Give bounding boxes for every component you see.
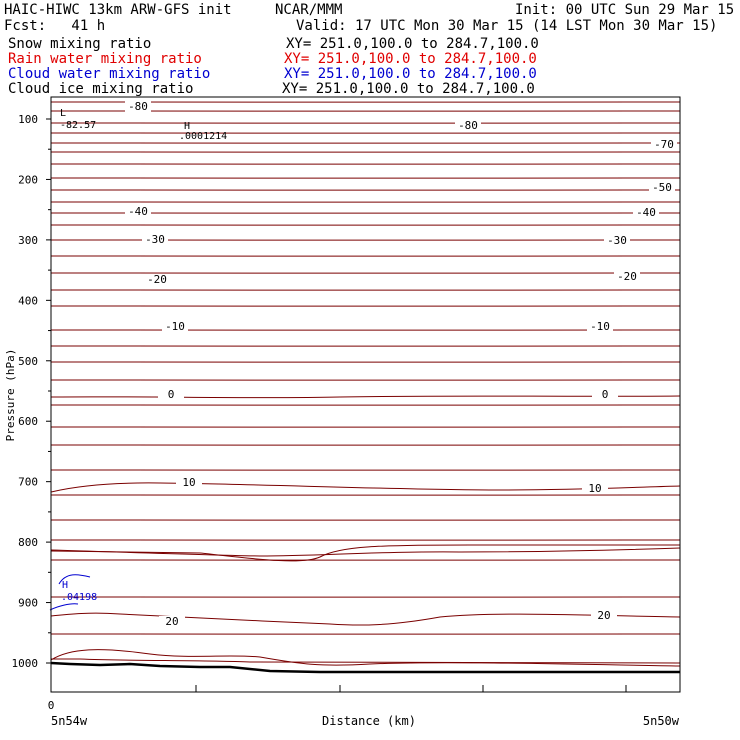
contour-label: -30 bbox=[145, 233, 165, 246]
contour-label: -70 bbox=[654, 138, 674, 151]
plot-frame bbox=[51, 97, 680, 692]
contour-line bbox=[51, 520, 680, 521]
x-tick-label-0: 0 bbox=[47, 699, 55, 712]
contour-label: -80 bbox=[128, 100, 148, 113]
contour-label: -40 bbox=[636, 206, 656, 219]
contour-line bbox=[51, 164, 680, 165]
contour-label: -50 bbox=[652, 181, 672, 194]
contour-label: -10 bbox=[165, 320, 185, 333]
contour-line bbox=[51, 380, 680, 381]
field-cloudice-name: Cloud ice mixing ratio bbox=[8, 81, 194, 97]
contour-line bbox=[51, 470, 680, 471]
extremum-cloudwater-value: .04198 bbox=[61, 592, 98, 603]
contour-line bbox=[51, 613, 680, 625]
contour-line bbox=[51, 306, 680, 307]
temperature-contours bbox=[51, 102, 680, 666]
contour-line bbox=[51, 256, 680, 257]
contour-line bbox=[51, 190, 680, 191]
contour-label: -20 bbox=[617, 270, 637, 283]
contour-line bbox=[51, 290, 680, 291]
contour-line bbox=[51, 396, 680, 398]
init-time: Init: 00 UTC Sun 29 Mar 15 bbox=[515, 2, 735, 18]
contour-line bbox=[51, 123, 680, 124]
extremum-cloudwater-marker: H bbox=[62, 580, 69, 591]
contour-label: 20 bbox=[597, 609, 611, 622]
extremum-high-marker: H bbox=[184, 121, 191, 132]
contour-line bbox=[51, 659, 680, 663]
contour-line bbox=[51, 346, 680, 347]
y-axis-label: Pressure (hPa) bbox=[4, 348, 17, 442]
field-snow-xy: XY= 251.0,100.0 to 284.7,100.0 bbox=[286, 36, 539, 52]
contour-line bbox=[51, 445, 680, 446]
contour-label: 0 bbox=[601, 388, 609, 401]
contour-line bbox=[51, 330, 680, 331]
y-tick-label-100: 100 bbox=[18, 113, 38, 126]
contour-line bbox=[51, 133, 680, 134]
y-tick-label-700: 700 bbox=[18, 475, 38, 489]
contour-line bbox=[51, 634, 680, 635]
contour-labels bbox=[125, 100, 677, 628]
extremum-low-value: -82.57 bbox=[60, 120, 97, 131]
contour-line bbox=[51, 362, 680, 363]
field-rain-xy: XY= 251.0,100.0 to 284.7,100.0 bbox=[284, 51, 537, 67]
x-axis-label: Distance (km) bbox=[322, 714, 416, 728]
contour-label: -20 bbox=[147, 273, 167, 286]
contour-line bbox=[51, 597, 680, 598]
contour-label: -40 bbox=[128, 205, 148, 218]
org-label: NCAR/MMM bbox=[275, 2, 343, 18]
contour-label: 20 bbox=[165, 615, 179, 628]
field-snow-name: Snow mixing ratio bbox=[8, 36, 152, 52]
x-axis bbox=[51, 685, 626, 692]
contour-line bbox=[51, 273, 680, 274]
contour-line bbox=[51, 540, 680, 541]
contour-label: -30 bbox=[607, 234, 627, 247]
contour-label: 10 bbox=[588, 482, 602, 495]
y-tick-label-400: 400 bbox=[18, 294, 38, 308]
y-tick-label-300: 300 bbox=[18, 233, 38, 247]
contour-line bbox=[51, 152, 680, 153]
extremum-low-marker: L bbox=[60, 108, 67, 119]
y-tick-label-600: 600 bbox=[18, 415, 38, 429]
contour-line bbox=[51, 495, 680, 496]
model-title: HAIC-HIWC 13km ARW-GFS init bbox=[4, 2, 232, 18]
contour-line bbox=[51, 650, 680, 666]
contour-line bbox=[51, 225, 680, 226]
contour-line bbox=[51, 427, 680, 428]
forecast-hour: Fcst: 41 h bbox=[4, 18, 106, 34]
x-right-endpoint-label: 5n50w bbox=[642, 714, 679, 728]
y-tick-label-200: 200 bbox=[18, 173, 38, 187]
y-axis bbox=[12, 113, 52, 670]
field-cloudwater-xy: XY= 251.0,100.0 to 284.7,100.0 bbox=[284, 66, 537, 82]
y-tick-label-800: 800 bbox=[18, 536, 38, 550]
field-cloudwater-name: Cloud water mixing ratio bbox=[8, 66, 211, 82]
field-rain-name: Rain water mixing ratio bbox=[8, 51, 202, 67]
extremum-high-value: .0001214 bbox=[179, 131, 228, 142]
x-left-endpoint-label: 5n54w bbox=[51, 714, 88, 728]
contour-line bbox=[51, 178, 680, 179]
field-cloudice-xy: XY= 251.0,100.0 to 284.7,100.0 bbox=[282, 81, 535, 97]
contour-label: -80 bbox=[458, 119, 478, 132]
contour-line bbox=[51, 405, 680, 406]
contour-label: 0 bbox=[167, 388, 175, 401]
y-tick-label-500: 500 bbox=[18, 354, 38, 368]
y-tick-label-900: 900 bbox=[18, 596, 38, 610]
contour-label: -10 bbox=[590, 320, 610, 333]
cloud-water-contour-line-lower bbox=[50, 604, 78, 610]
valid-time: Valid: 17 UTC Mon 30 Mar 15 (14 LST Mon 30 Mar 15) bbox=[296, 18, 718, 34]
y-tick-label-1000: 1000 bbox=[11, 657, 38, 670]
contour-line bbox=[51, 202, 680, 203]
contour-line bbox=[51, 560, 680, 561]
contour-line bbox=[51, 143, 680, 144]
contour-label: 10 bbox=[182, 476, 196, 489]
